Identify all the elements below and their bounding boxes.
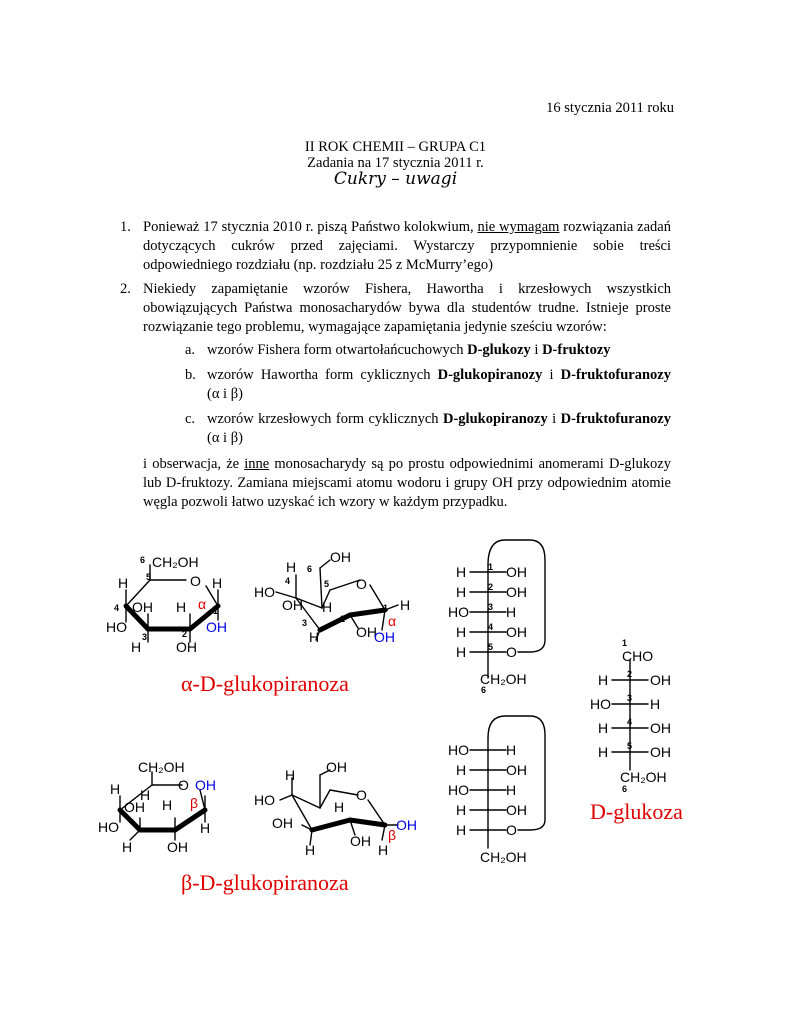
ha-h2up: H bbox=[176, 599, 187, 615]
ha-oh2: OH bbox=[176, 639, 197, 655]
ha-h3: H bbox=[131, 639, 142, 655]
fg-n6: 6 bbox=[622, 784, 628, 794]
ha-o: O bbox=[190, 573, 201, 589]
fa-ho3: HO bbox=[448, 604, 469, 620]
fg-h3: H bbox=[650, 696, 661, 712]
ha-n4: 4 bbox=[114, 603, 120, 613]
ca-n4: 4 bbox=[285, 576, 291, 586]
ha-h1up: H bbox=[212, 575, 223, 591]
sub-a-b2: D-fruktozy bbox=[542, 342, 611, 358]
fb-o: O bbox=[506, 822, 517, 838]
document-date: 16 stycznia 2011 roku bbox=[546, 100, 674, 116]
sub-c-b1: D-glukopiranozy bbox=[442, 411, 548, 427]
ca-alpha: α bbox=[388, 613, 397, 629]
fb-h4: H bbox=[456, 802, 467, 818]
fa-n2: 2 bbox=[488, 582, 494, 592]
fa-oh2: OH bbox=[506, 584, 527, 600]
fg-n4: 4 bbox=[627, 717, 633, 727]
label-d-glucose: D-glukoza bbox=[590, 799, 683, 824]
hb-o: O bbox=[178, 777, 189, 793]
fb-ch2oh: CH₂OH bbox=[480, 849, 527, 865]
ha-oh1: OH bbox=[206, 619, 227, 635]
fg-n3: 3 bbox=[627, 693, 633, 703]
hb-beta: β bbox=[190, 795, 199, 811]
ca-oh6: OH bbox=[330, 549, 351, 565]
hb-h4: H bbox=[110, 781, 121, 797]
fg-n5: 5 bbox=[627, 741, 633, 751]
fa-h4: H bbox=[456, 624, 467, 640]
ca-oh3: OH bbox=[282, 597, 303, 613]
sub-c-b2: D-fruktofuranozy bbox=[560, 411, 671, 427]
ca-ho4: HO bbox=[254, 584, 275, 600]
fa-oh4: OH bbox=[506, 624, 527, 640]
ca-n5: 5 bbox=[324, 579, 330, 589]
cb-h5: H bbox=[334, 799, 345, 815]
fb-oh4: OH bbox=[506, 802, 527, 818]
fa-h1: H bbox=[456, 564, 467, 580]
hb-oh2: OH bbox=[167, 839, 188, 855]
ca-h4: H bbox=[286, 559, 297, 575]
fa-h2: H bbox=[456, 584, 467, 600]
cb-h3: H bbox=[305, 842, 316, 858]
header-assignment: Zadania na 17 stycznia 2011 r. bbox=[307, 155, 484, 171]
ha-ch2oh: CH₂OH bbox=[152, 554, 199, 570]
fg-oh5: OH bbox=[650, 744, 671, 760]
ca-n6: 6 bbox=[307, 564, 313, 574]
item-2-text: Niekiedy zapamiętanie wzorów Fishera, Hawortha i krzesłowych wszystkich obowiązujących Państwa monosacharydów bywa dla studentów trudne. Istnieje proste rozwiązanie tego problemu, wymagające zapamiętania jedynie sześciu wzorów: bbox=[143, 281, 671, 335]
sub-a-b1: D-glukozy bbox=[467, 342, 531, 358]
fg-cho: CHO bbox=[622, 648, 654, 664]
ca-oh2: OH bbox=[356, 624, 377, 640]
label-alpha-glucopyranose: α-D-glukopiranoza bbox=[181, 671, 349, 696]
ha-n2: 2 bbox=[182, 629, 188, 639]
cb-o: O bbox=[356, 787, 367, 803]
hb-h2up: H bbox=[162, 797, 173, 813]
ha-alpha: α bbox=[198, 596, 207, 612]
ha-oh4: OH bbox=[132, 599, 153, 615]
item-2-number: 2. bbox=[120, 281, 131, 297]
ha-n1: 1 bbox=[213, 606, 219, 616]
cb-oh2: OH bbox=[350, 833, 371, 849]
label-beta-glucopyranose: β-D-glukopiranoza bbox=[181, 870, 349, 895]
ca-o: O bbox=[356, 576, 367, 592]
fb-h1: H bbox=[506, 742, 517, 758]
fg-ho3: HO bbox=[590, 696, 611, 712]
item-1-part1: Ponieważ 17 stycznia 2010 r. piszą Państwo kolokwium, bbox=[143, 219, 478, 235]
fa-o: O bbox=[506, 644, 517, 660]
fa-n5: 5 bbox=[488, 642, 494, 652]
hb-ho3: HO bbox=[98, 819, 119, 835]
cb-beta: β bbox=[388, 827, 397, 843]
sub-c-letter: c. bbox=[185, 411, 196, 427]
sub-c-anomers: (α i β) bbox=[207, 430, 243, 446]
fa-ch2oh: CH₂OH bbox=[480, 671, 527, 687]
fg-ch2oh: CH₂OH bbox=[620, 769, 667, 785]
hb-oh1: OH bbox=[195, 777, 216, 793]
sub-b-letter: b. bbox=[185, 367, 196, 383]
ha-ho3: HO bbox=[106, 619, 127, 635]
cb-oh1: OH bbox=[396, 817, 417, 833]
hb-ch2oh: CH₂OH bbox=[138, 759, 185, 775]
cb-oh6: OH bbox=[326, 759, 347, 775]
ha-h4up: H bbox=[118, 575, 129, 591]
fb-ho3: HO bbox=[448, 782, 469, 798]
cb-oh3: OH bbox=[272, 815, 293, 831]
fb-h3: H bbox=[506, 782, 517, 798]
header-title: Cukry – uwagi bbox=[333, 169, 458, 189]
sub-a-letter: a. bbox=[185, 342, 196, 358]
fg-n2: 2 bbox=[627, 669, 633, 679]
fg-oh2: OH bbox=[650, 672, 671, 688]
sub-c-t2: i bbox=[547, 411, 561, 427]
ca-n1: 1 bbox=[383, 603, 389, 613]
hb-oh4: OH bbox=[124, 799, 145, 815]
sub-a-t1: wzorów Fishera form otwartołańcuchowych bbox=[207, 342, 468, 358]
ha-n5: 5 bbox=[146, 572, 152, 582]
fg-oh4: OH bbox=[650, 720, 671, 736]
ca-h1: H bbox=[400, 597, 411, 613]
hb-h5: H bbox=[140, 787, 151, 803]
obs-part2: monosacharydy są po prostu odpowiednimi anomerami D-glukozy lub D-fruktozy. Zamiana miejscami atomu wodoru i grupy OH przy odpowiednim atomie węgla pozwoli łatwo uzyskać ich wzory w każdym przypadku. bbox=[143, 456, 671, 510]
fg-h2: H bbox=[598, 672, 609, 688]
sub-b-t2: i bbox=[542, 367, 561, 383]
fa-n6: 6 bbox=[481, 685, 487, 695]
fa-n3: 3 bbox=[488, 602, 494, 612]
hb-h3: H bbox=[122, 839, 133, 855]
item-1-underlined: nie wymagam bbox=[477, 219, 560, 235]
fb-ho1: HO bbox=[448, 742, 469, 758]
item-1-part2: rozwiązania zadań dotyczących cukrów przed zajęciami. Wystarczy przypomnienie sobie treści odpowiedniego rozdziału (np. rozdziału 25 z McMurry’ego) bbox=[143, 219, 671, 273]
cb-h4: H bbox=[285, 767, 296, 783]
fa-h5: H bbox=[456, 644, 467, 660]
ca-h5: H bbox=[322, 599, 333, 615]
sub-a-t2: i bbox=[530, 342, 543, 358]
fa-n4: 4 bbox=[488, 622, 494, 632]
sub-b-b1: D-glukopiranozy bbox=[437, 367, 543, 383]
sub-c-t1: wzorów krzesłowych form cyklicznych bbox=[207, 411, 443, 427]
ha-n3: 3 bbox=[142, 632, 148, 642]
fa-oh1: OH bbox=[506, 564, 527, 580]
sub-b-t1: wzorów Hawortha form cyklicznych bbox=[207, 367, 438, 383]
fa-n1: 1 bbox=[488, 562, 494, 572]
ca-n3: 3 bbox=[302, 618, 308, 628]
fg-h4: H bbox=[598, 720, 609, 736]
cb-h1: H bbox=[378, 842, 389, 858]
fb-oh2: OH bbox=[506, 762, 527, 778]
fg-h5: H bbox=[598, 744, 609, 760]
fb-h5: H bbox=[456, 822, 467, 838]
ca-h3: H bbox=[309, 629, 320, 645]
cb-ho4: HO bbox=[254, 792, 275, 808]
obs-part1: i obserwacja, że bbox=[143, 456, 245, 472]
ca-n2: 2 bbox=[340, 614, 346, 624]
fg-n1: 1 bbox=[622, 638, 628, 648]
obs-underlined: inne bbox=[244, 456, 270, 472]
fa-h3: H bbox=[506, 604, 517, 620]
fb-h2: H bbox=[456, 762, 467, 778]
ca-oh1: OH bbox=[374, 629, 395, 645]
ha-n6: 6 bbox=[140, 555, 146, 565]
item-1-number: 1. bbox=[120, 219, 131, 235]
sub-b-b2: D-fruktofuranozy bbox=[560, 367, 671, 383]
header-course: II ROK CHEMII – GRUPA C1 bbox=[304, 139, 487, 155]
sub-b-anomers: (α i β) bbox=[207, 386, 243, 402]
hb-h1: H bbox=[200, 820, 211, 836]
